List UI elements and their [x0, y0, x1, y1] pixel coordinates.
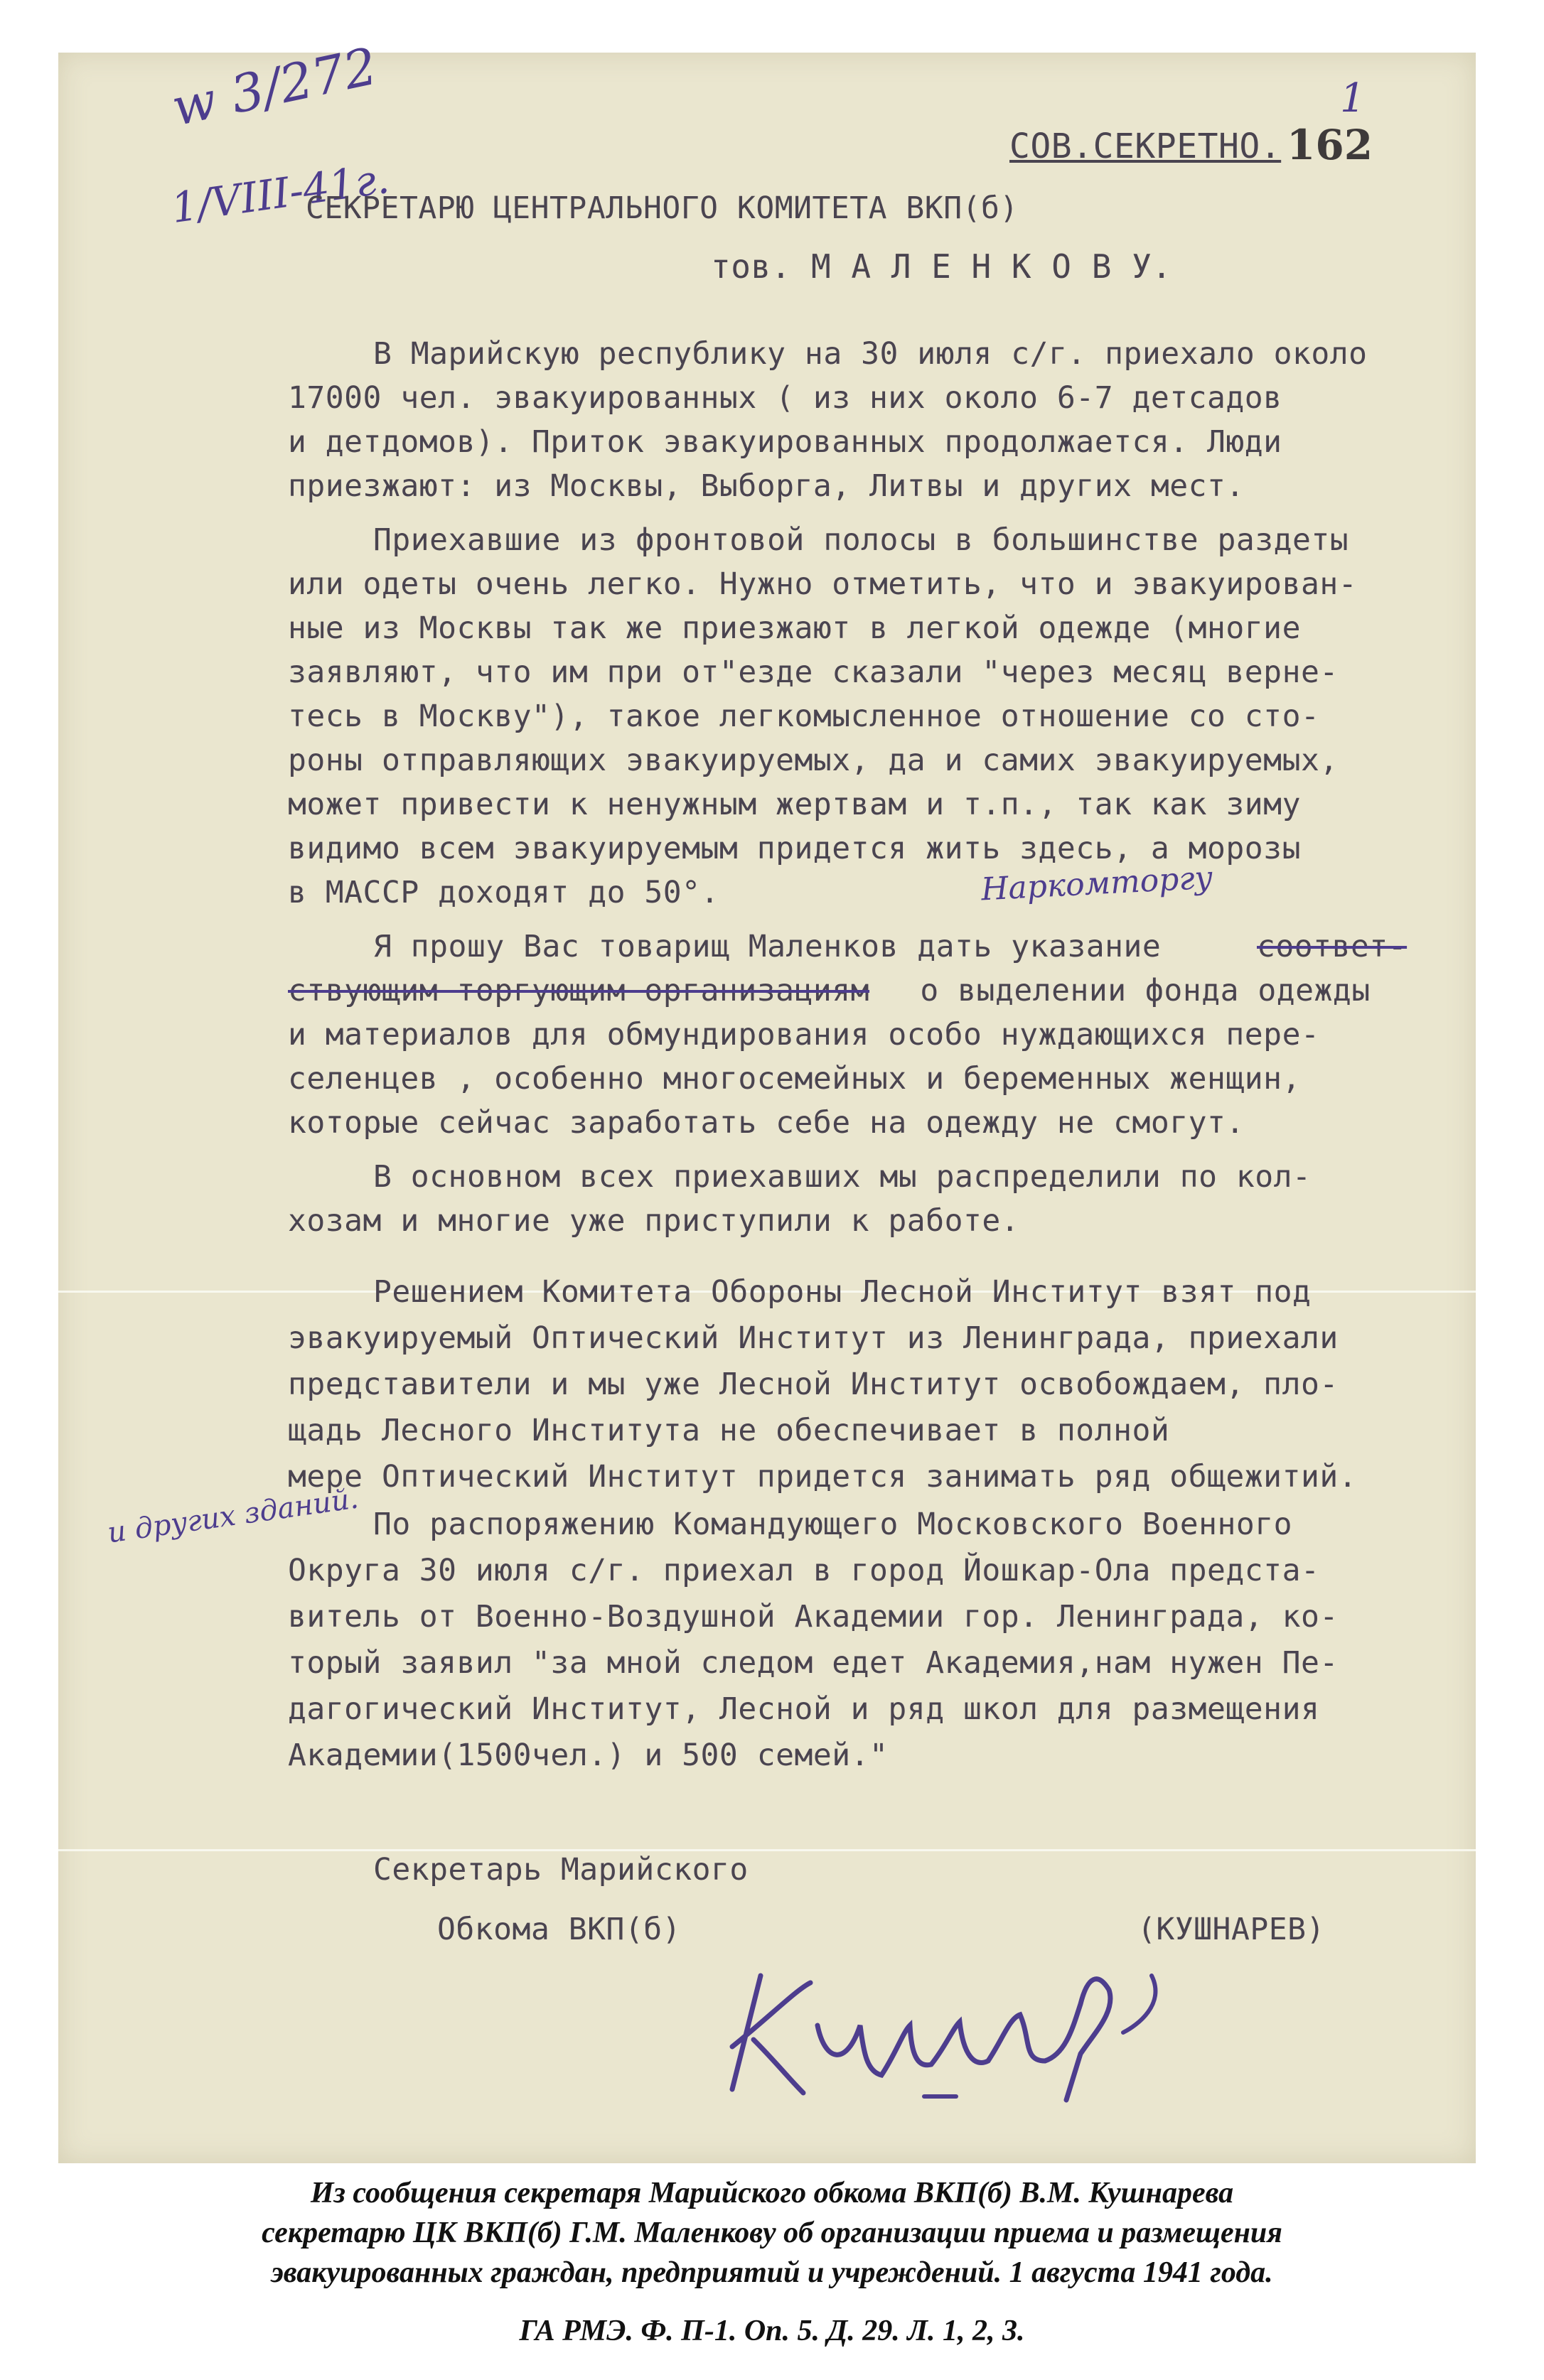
- struck-text: соответ-: [1257, 929, 1408, 964]
- body-line: В основном всех приехавших мы распределили по кол-: [373, 1159, 1312, 1195]
- body-line: Округа 30 июля с/г. приехал в город Йошкар-Ола предста-: [288, 1553, 1320, 1588]
- body-line: В Марийскую республику на 30 июля с/г. приехало около: [373, 336, 1368, 372]
- body-line: Решением Комитета Обороны Лесной Институт взят под: [373, 1274, 1312, 1310]
- page-number-stamp: 162: [1287, 121, 1373, 169]
- addressee-name: тов. М А Л Е Н К О В У.: [711, 247, 1172, 286]
- body-line: приезжают: из Москвы, Выборга, Литвы и других мест.: [288, 468, 1245, 504]
- body-line: щадь Лесного Института не обеспечивает в полной: [288, 1413, 1170, 1448]
- signature-text: Кушнар: [711, 1947, 714, 1948]
- body-line: эвакуируемый Оптический Институт из Ленинграда, приехали: [288, 1320, 1339, 1356]
- classification-label: СОВ.СЕКРЕТНО.: [1009, 126, 1282, 166]
- handwritten-signature: [711, 1947, 1223, 2111]
- body-line: представители и мы уже Лесной Институт освобождаем, пло-: [288, 1367, 1339, 1402]
- handwritten-insertion: Наркомторгу: [980, 859, 1214, 908]
- body-line: хозам и многие уже приступили к работе.: [288, 1203, 1020, 1239]
- body-line: витель от Военно-Воздушной Академии гор. Ленинграда, ко-: [288, 1599, 1339, 1635]
- body-line: Академии(1500чел.) и 500 семей.": [288, 1738, 889, 1773]
- body-line: видимо всем эвакуируемым придется жить здесь, а морозы: [288, 831, 1301, 866]
- signatory-title: Секретарь Марийского: [373, 1852, 749, 1888]
- page-mark: 1: [1340, 75, 1366, 122]
- caption-line: секретарю ЦК ВКП(б) Г.М. Маленкову об организации приема и размещения: [262, 2217, 1282, 2249]
- body-line: тесь в Москву"), такое легкомысленное отношение со сто-: [288, 699, 1320, 734]
- body-line: селенцев , особенно многосемейных и беременных женщин,: [288, 1061, 1301, 1097]
- handwritten-margin-note: и других зданий.: [105, 1482, 360, 1550]
- body-line: роны отправляющих эвакуируемых, да и самих эвакуируемых,: [288, 743, 1339, 778]
- page-join-line: [58, 1849, 1476, 1851]
- struck-text: ствующим торгующим организациям: [288, 973, 870, 1008]
- signatory-name: (КУШНАРЕВ): [1137, 1912, 1325, 1947]
- body-line: Приехавшие из фронтовой полосы в большинстве раздеты: [373, 522, 1349, 558]
- body-line: может привести к ненужным жертвам и т.п., так как зиму: [288, 787, 1301, 822]
- body-line: ные из Москвы так же приезжают в легкой одежде (многие: [288, 610, 1301, 646]
- body-line: или одеты очень легко. Нужно отметить, что и эвакуирован-: [288, 566, 1358, 602]
- body-line: которые сейчас заработать себе на одежду не смогут.: [288, 1105, 1245, 1141]
- body-line: в МАССР доходят до 50°.: [288, 875, 719, 910]
- body-line: торый заявил "за мной следом едет Академия,нам нужен Пе-: [288, 1645, 1339, 1681]
- body-line: По распоряжению Командующего Московского Военного: [373, 1507, 1293, 1542]
- body-line: дагогический Институт, Лесной и ряд школ для размещения: [288, 1691, 1320, 1727]
- archive-source-reference: ГА РМЭ. Ф. П-1. Оп. 5. Д. 29. Л. 1, 2, 3.: [519, 2315, 1025, 2347]
- archive-number-note: w 3/272: [166, 36, 382, 138]
- body-line: Я прошу Вас товарищ Маленков дать указание: [373, 929, 1162, 964]
- caption-line: эвакуированных граждан, предприятий и учреждений. 1 августа 1941 года.: [271, 2256, 1273, 2289]
- body-line: и детдомов). Приток эвакуированных продолжается. Люди: [288, 424, 1282, 460]
- body-line: о выделении фонда одежды: [901, 973, 1371, 1008]
- date-note: 1/VIII-41г.: [168, 154, 392, 233]
- body-line: и материалов для обмундирования особо нуждающихся пере-: [288, 1017, 1320, 1052]
- signatory-organization: Обкома ВКП(б): [437, 1912, 682, 1947]
- body-line: мере Оптический Институт придется занимать ряд общежитий.: [288, 1459, 1358, 1495]
- caption-line: Из сообщения секретаря Марийского обкома ВКП(б) В.М. Кушнарева: [310, 2177, 1234, 2209]
- addressee-line: СЕКРЕТАРЮ ЦЕНТРАЛЬНОГО КОМИТЕТА ВКП(б): [306, 190, 1019, 226]
- body-line: заявляют, что им при от"езде сказали "через месяц верне-: [288, 655, 1339, 690]
- body-line: 17000 чел. эвакуированных ( из них около 6-7 детсадов: [288, 380, 1282, 416]
